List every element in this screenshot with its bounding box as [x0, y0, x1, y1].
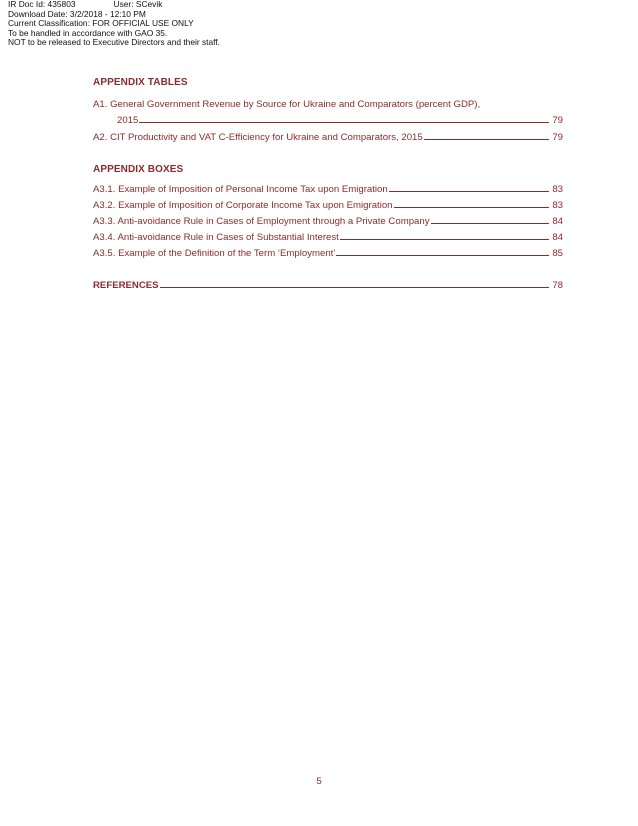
- toc-page-number: 83: [552, 184, 563, 195]
- toc-entry-a3-3[interactable]: [93, 216, 563, 227]
- dot-leader: [340, 238, 549, 240]
- toc-entry-text: A3.4. Anti-avoidance Rule in Cases of Substantial Interest: [93, 232, 339, 243]
- doc-id: IR Doc Id: 435803: [8, 0, 76, 9]
- appendix-boxes-heading: APPENDIX BOXES: [93, 164, 184, 175]
- dot-leader: [394, 206, 550, 208]
- toc-entry-text: A2. CIT Productivity and VAT C-Efficiency for Ukraine and Comparators, 2015: [93, 132, 423, 143]
- toc-page-number: 79: [552, 132, 563, 143]
- toc-page-number: 84: [552, 232, 563, 243]
- toc-entry-text: A3.3. Anti-avoidance Rule in Cases of Employment through a Private Company: [93, 216, 430, 227]
- toc-entry-a3-2[interactable]: [93, 200, 563, 211]
- toc-page-number: 78: [552, 280, 563, 291]
- classification: Current Classification: FOR OFFICIAL USE ONLY: [8, 18, 194, 29]
- download-date: Download Date: 3/2/2018 - 12:10 PM: [8, 8, 146, 19]
- release-note: NOT to be released to Executive Directors and their staff.: [8, 37, 220, 48]
- toc-page-number: 84: [552, 216, 563, 227]
- toc-page-number: 85: [552, 248, 563, 259]
- toc-entry-a1-line1[interactable]: A1. General Government Revenue by Source for Ukraine and Comparators (percent GDP),: [93, 99, 481, 110]
- dot-leader: [336, 254, 549, 256]
- toc-entry-text: A3.1. Example of Imposition of Personal Income Tax upon Emigration: [93, 184, 388, 195]
- dot-leader: [139, 121, 549, 123]
- dot-leader: [389, 190, 550, 192]
- toc-page-number: 79: [552, 115, 563, 126]
- toc-entry-a3-4[interactable]: [93, 232, 563, 243]
- page-number: 5: [316, 776, 322, 787]
- appendix-tables-heading: APPENDIX TABLES: [93, 77, 188, 88]
- handling-note: To be handled in accordance with GAO 35.: [8, 27, 168, 38]
- toc-entry-a3-1[interactable]: [93, 184, 563, 195]
- references-heading: REFERENCES: [93, 280, 159, 291]
- toc-entry-a1-line2: 2015: [117, 115, 139, 126]
- toc-entry-a2[interactable]: [93, 132, 563, 143]
- toc-entry-a1[interactable]: [93, 115, 563, 126]
- dot-leader: [431, 222, 550, 224]
- toc-entry-text: A3.2. Example of Imposition of Corporate Income Tax upon Emigration: [93, 200, 393, 211]
- toc-entry-a3-5[interactable]: [93, 248, 563, 259]
- toc-page-number: 83: [552, 200, 563, 211]
- dot-leader: [424, 138, 550, 140]
- user-name: User: SCevik: [113, 0, 163, 9]
- toc-entry-text: A3.5. Example of the Definition of the Term ‘Employment’: [93, 248, 336, 259]
- dot-leader: [160, 286, 550, 288]
- toc-entry-references[interactable]: [93, 280, 563, 291]
- document-header: [8, 0, 220, 48]
